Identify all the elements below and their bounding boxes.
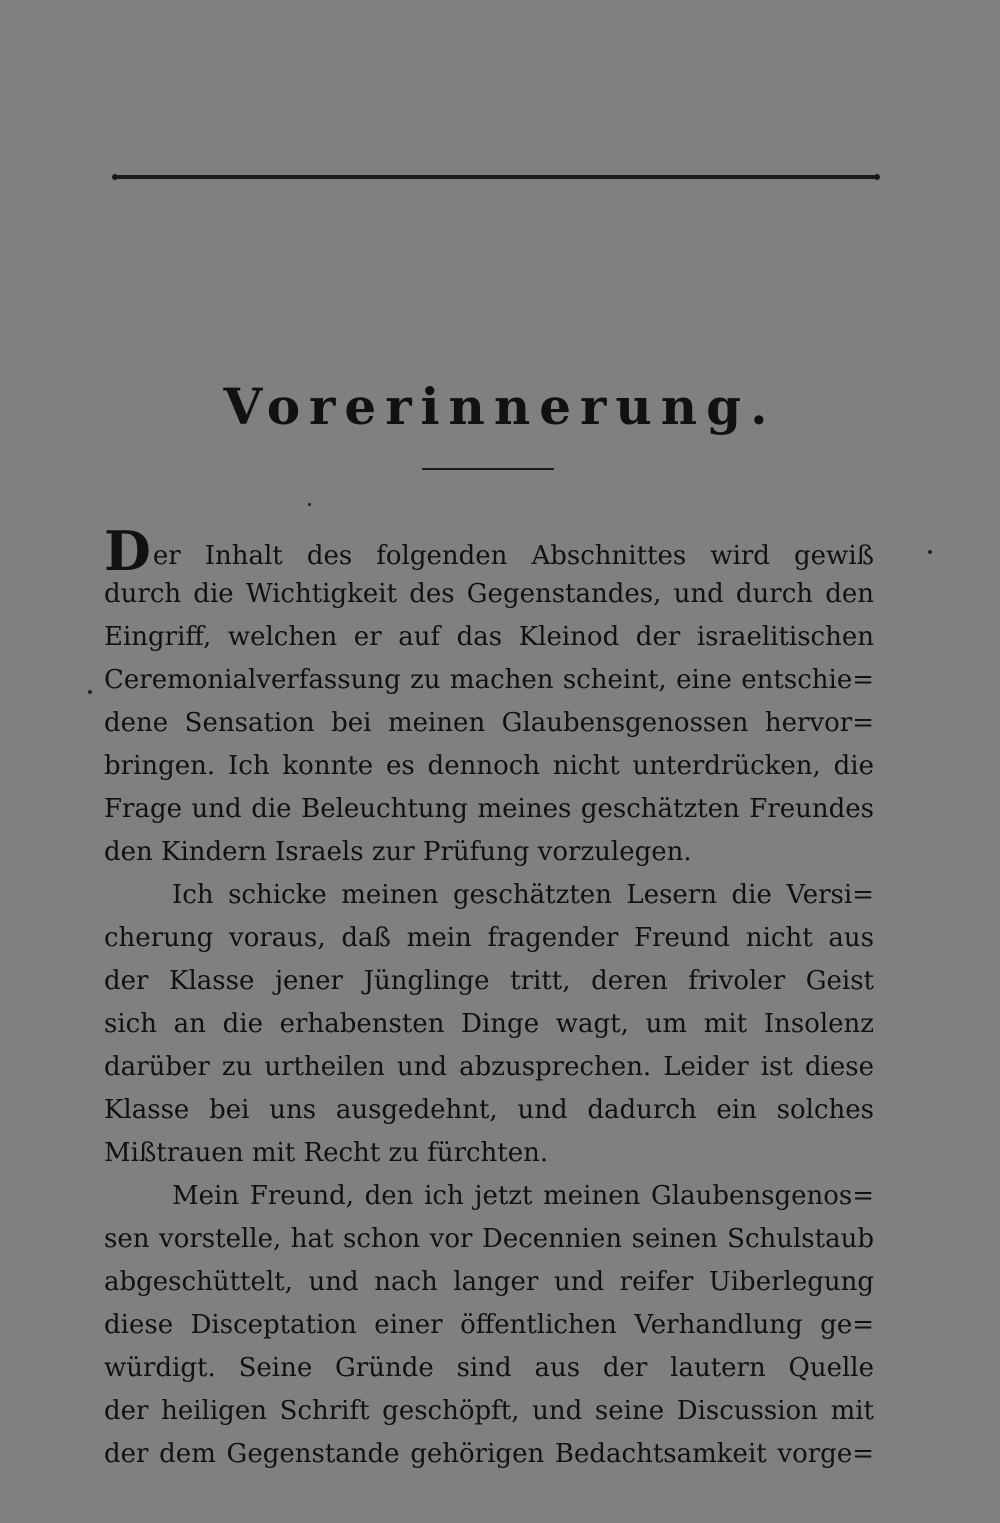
text-line: Ich schicke meinen geschätzten Lesern die Versi= <box>172 880 874 910</box>
text-line: Eingriff, welchen er auf das Kleinod der israelitischen <box>104 622 874 652</box>
page-title: Vorerinnerung. <box>223 377 777 436</box>
text-line <box>104 530 874 573</box>
text-line: Ceremonialverfassung zu machen scheint, eine entschie= <box>104 665 874 695</box>
text-line: dene Sensation bei meinen Glaubensgenossen hervor= <box>104 708 874 738</box>
text-line: der Klasse jener Jünglinge tritt, deren frivoler Geist <box>104 966 874 996</box>
print-speck <box>308 503 311 506</box>
text-line: Mein Freund, den ich jetzt meinen Glaubensgenos= <box>172 1181 874 1211</box>
line-text: er Inhalt des folgenden Abschnittes wird gewiß <box>152 541 874 571</box>
text-line: Frage und die Beleuchtung meines geschätzten Freundes <box>104 794 874 824</box>
text-line: Mißtrauen mit Recht zu fürchten. <box>104 1138 549 1168</box>
title-divider <box>422 468 554 470</box>
text-line: den Kindern Israels zur Prüfung vorzulegen. <box>104 837 692 867</box>
paragraph-1 <box>104 530 874 874</box>
text-line: darüber zu urtheilen und abzusprechen. Leider ist diese <box>104 1052 874 1082</box>
paragraph-2 <box>104 874 874 1175</box>
paragraph-3 <box>104 1175 874 1476</box>
top-ornamental-rule <box>116 175 876 179</box>
text-line: der heiligen Schrift geschöpft, und seine Discussion mit <box>104 1396 874 1426</box>
text-line: der dem Gegenstande gehörigen Bedachtsamkeit vorge= <box>104 1439 874 1469</box>
print-speck <box>88 690 92 694</box>
text-line: Klasse bei uns ausgedehnt, und dadurch ein solches <box>104 1095 874 1125</box>
text-line: cherung voraus, daß mein fragender Freund nicht aus <box>104 923 874 953</box>
text-line: durch die Wichtigkeit des Gegenstandes, und durch den <box>104 579 874 609</box>
print-speck <box>928 550 932 554</box>
text-line: sich an die erhabensten Dinge wagt, um mit Insolenz <box>104 1009 874 1039</box>
text-line: würdigt. Seine Gründe sind aus der lautern Quelle <box>104 1353 874 1383</box>
body-text <box>104 530 874 1476</box>
text-line: diese Disceptation einer öffentlichen Verhandlung ge= <box>104 1310 874 1340</box>
text-line: bringen. Ich konnte es dennoch nicht unterdrücken, die <box>104 751 874 781</box>
drop-cap: D <box>104 530 151 573</box>
text-line: abgeschüttelt, und nach langer und reifer Uiberlegung <box>104 1267 874 1297</box>
text-line: sen vorstelle, hat schon vor Decennien seinen Schulstaub <box>104 1224 874 1254</box>
